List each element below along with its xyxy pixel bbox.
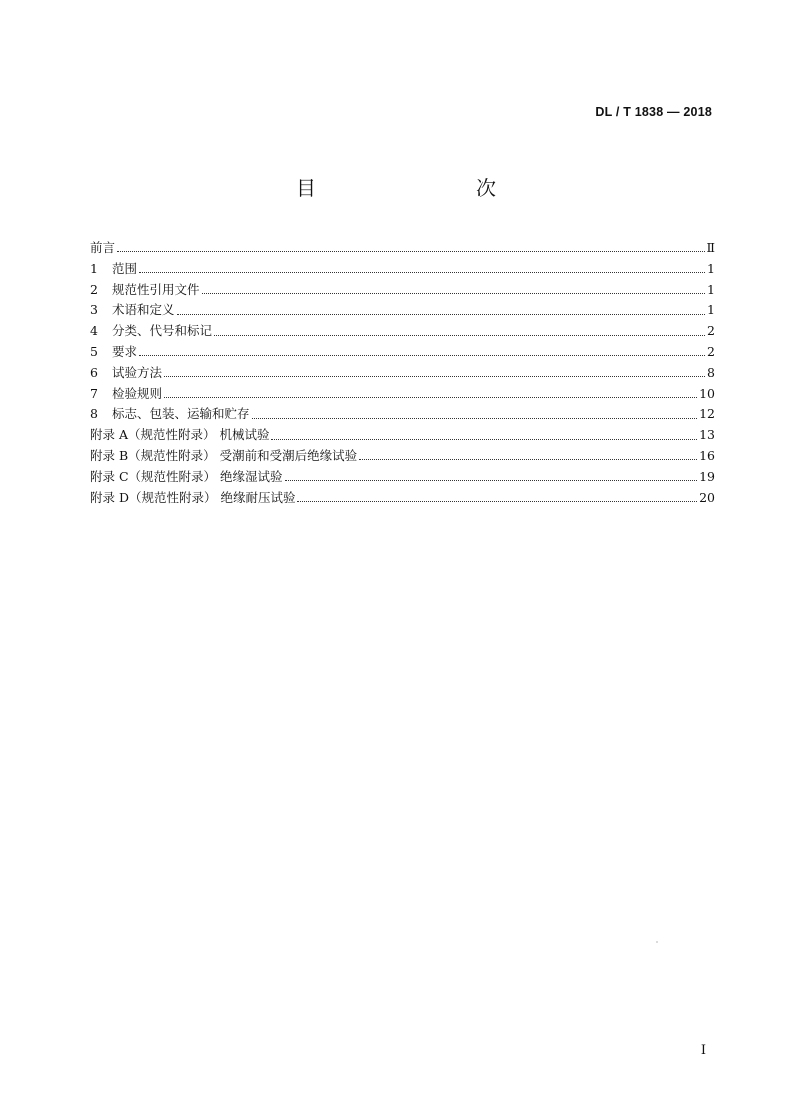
toc-entry[interactable]: [90, 321, 715, 342]
toc-leader-dots: [117, 242, 704, 252]
toc-leader-dots: [214, 326, 705, 336]
toc-entry-label: 标志、包装、运输和贮存: [112, 406, 250, 422]
toc-entry-page: 2: [707, 323, 715, 339]
toc-leader-dots: [177, 305, 705, 315]
toc-entry-label: 要求: [112, 343, 138, 359]
toc-entry-label: 范围: [112, 260, 138, 276]
toc-entry-label: 术语和定义: [112, 302, 175, 318]
toc-leader-dots: [252, 409, 698, 419]
toc-leader-dots: [285, 471, 698, 481]
toc-entry-label: 规范性引用文件: [112, 281, 200, 297]
toc-entry-page: 19: [699, 468, 715, 484]
toc-entry-label: 前言: [90, 240, 116, 255]
toc-entry[interactable]: [90, 280, 715, 301]
standard-code: DL / T 1838 — 2018: [595, 105, 712, 119]
toc-entry-page: 10: [699, 385, 715, 401]
toc-entry[interactable]: [90, 238, 715, 259]
toc-leader-dots: [202, 284, 705, 294]
toc-entry-label: 分类、代号和标记: [112, 323, 213, 339]
toc-leader-dots: [139, 346, 705, 356]
scan-speck: [656, 941, 658, 943]
toc-entry-page: 8: [707, 364, 715, 380]
toc-entry-page: Ⅱ: [706, 240, 715, 255]
toc-leader-dots: [164, 367, 705, 377]
toc-entry[interactable]: [90, 363, 715, 384]
toc-entry-number: 8: [90, 406, 98, 422]
toc-entry-label: 附录 A（规范性附录） 机械试验: [90, 427, 270, 443]
page-title: 目 次: [296, 176, 536, 200]
table-of-contents: [90, 238, 715, 508]
toc-leader-dots: [359, 450, 697, 460]
toc-entry-number: 2: [90, 281, 98, 297]
toc-leader-dots: [297, 492, 697, 502]
toc-entry-label: 试验方法: [112, 364, 163, 380]
toc-entry[interactable]: [90, 446, 715, 467]
toc-entry[interactable]: [90, 425, 715, 446]
toc-entry-page: 2: [707, 343, 715, 359]
toc-entry-page: 1: [707, 281, 715, 297]
toc-entry-label: 附录 D（规范性附录） 绝缘耐压试验: [90, 489, 296, 505]
toc-entry[interactable]: [90, 488, 715, 509]
toc-entry-page: 1: [707, 302, 715, 318]
toc-entry[interactable]: [90, 384, 715, 405]
toc-entry-number: 3: [90, 302, 98, 318]
toc-entry[interactable]: [90, 300, 715, 321]
toc-leader-dots: [271, 430, 697, 440]
toc-entry[interactable]: [90, 404, 715, 425]
toc-entry[interactable]: [90, 342, 715, 363]
toc-entry-page: 20: [699, 489, 715, 505]
toc-entry-label: 附录 C（规范性附录） 绝缘湿试验: [90, 468, 283, 484]
toc-leader-dots: [139, 263, 705, 273]
toc-entry-number: 1: [90, 260, 98, 276]
toc-entry-number: 6: [90, 364, 98, 380]
toc-entry-page: 1: [707, 260, 715, 276]
toc-entry-label: 检验规则: [112, 385, 163, 401]
page-number: I: [700, 1043, 706, 1058]
toc-entry-page: 12: [699, 406, 715, 422]
toc-entry-page: 16: [699, 447, 715, 463]
toc-leader-dots: [164, 388, 697, 398]
toc-entry[interactable]: [90, 259, 715, 280]
toc-entry-number: 7: [90, 385, 98, 401]
toc-entry-page: 13: [699, 427, 715, 443]
toc-entry-number: 5: [90, 343, 98, 359]
toc-entry[interactable]: [90, 467, 715, 488]
toc-entry-label: 附录 B（规范性附录） 受潮前和受潮后绝缘试验: [90, 447, 358, 463]
toc-entry-number: 4: [90, 323, 98, 339]
